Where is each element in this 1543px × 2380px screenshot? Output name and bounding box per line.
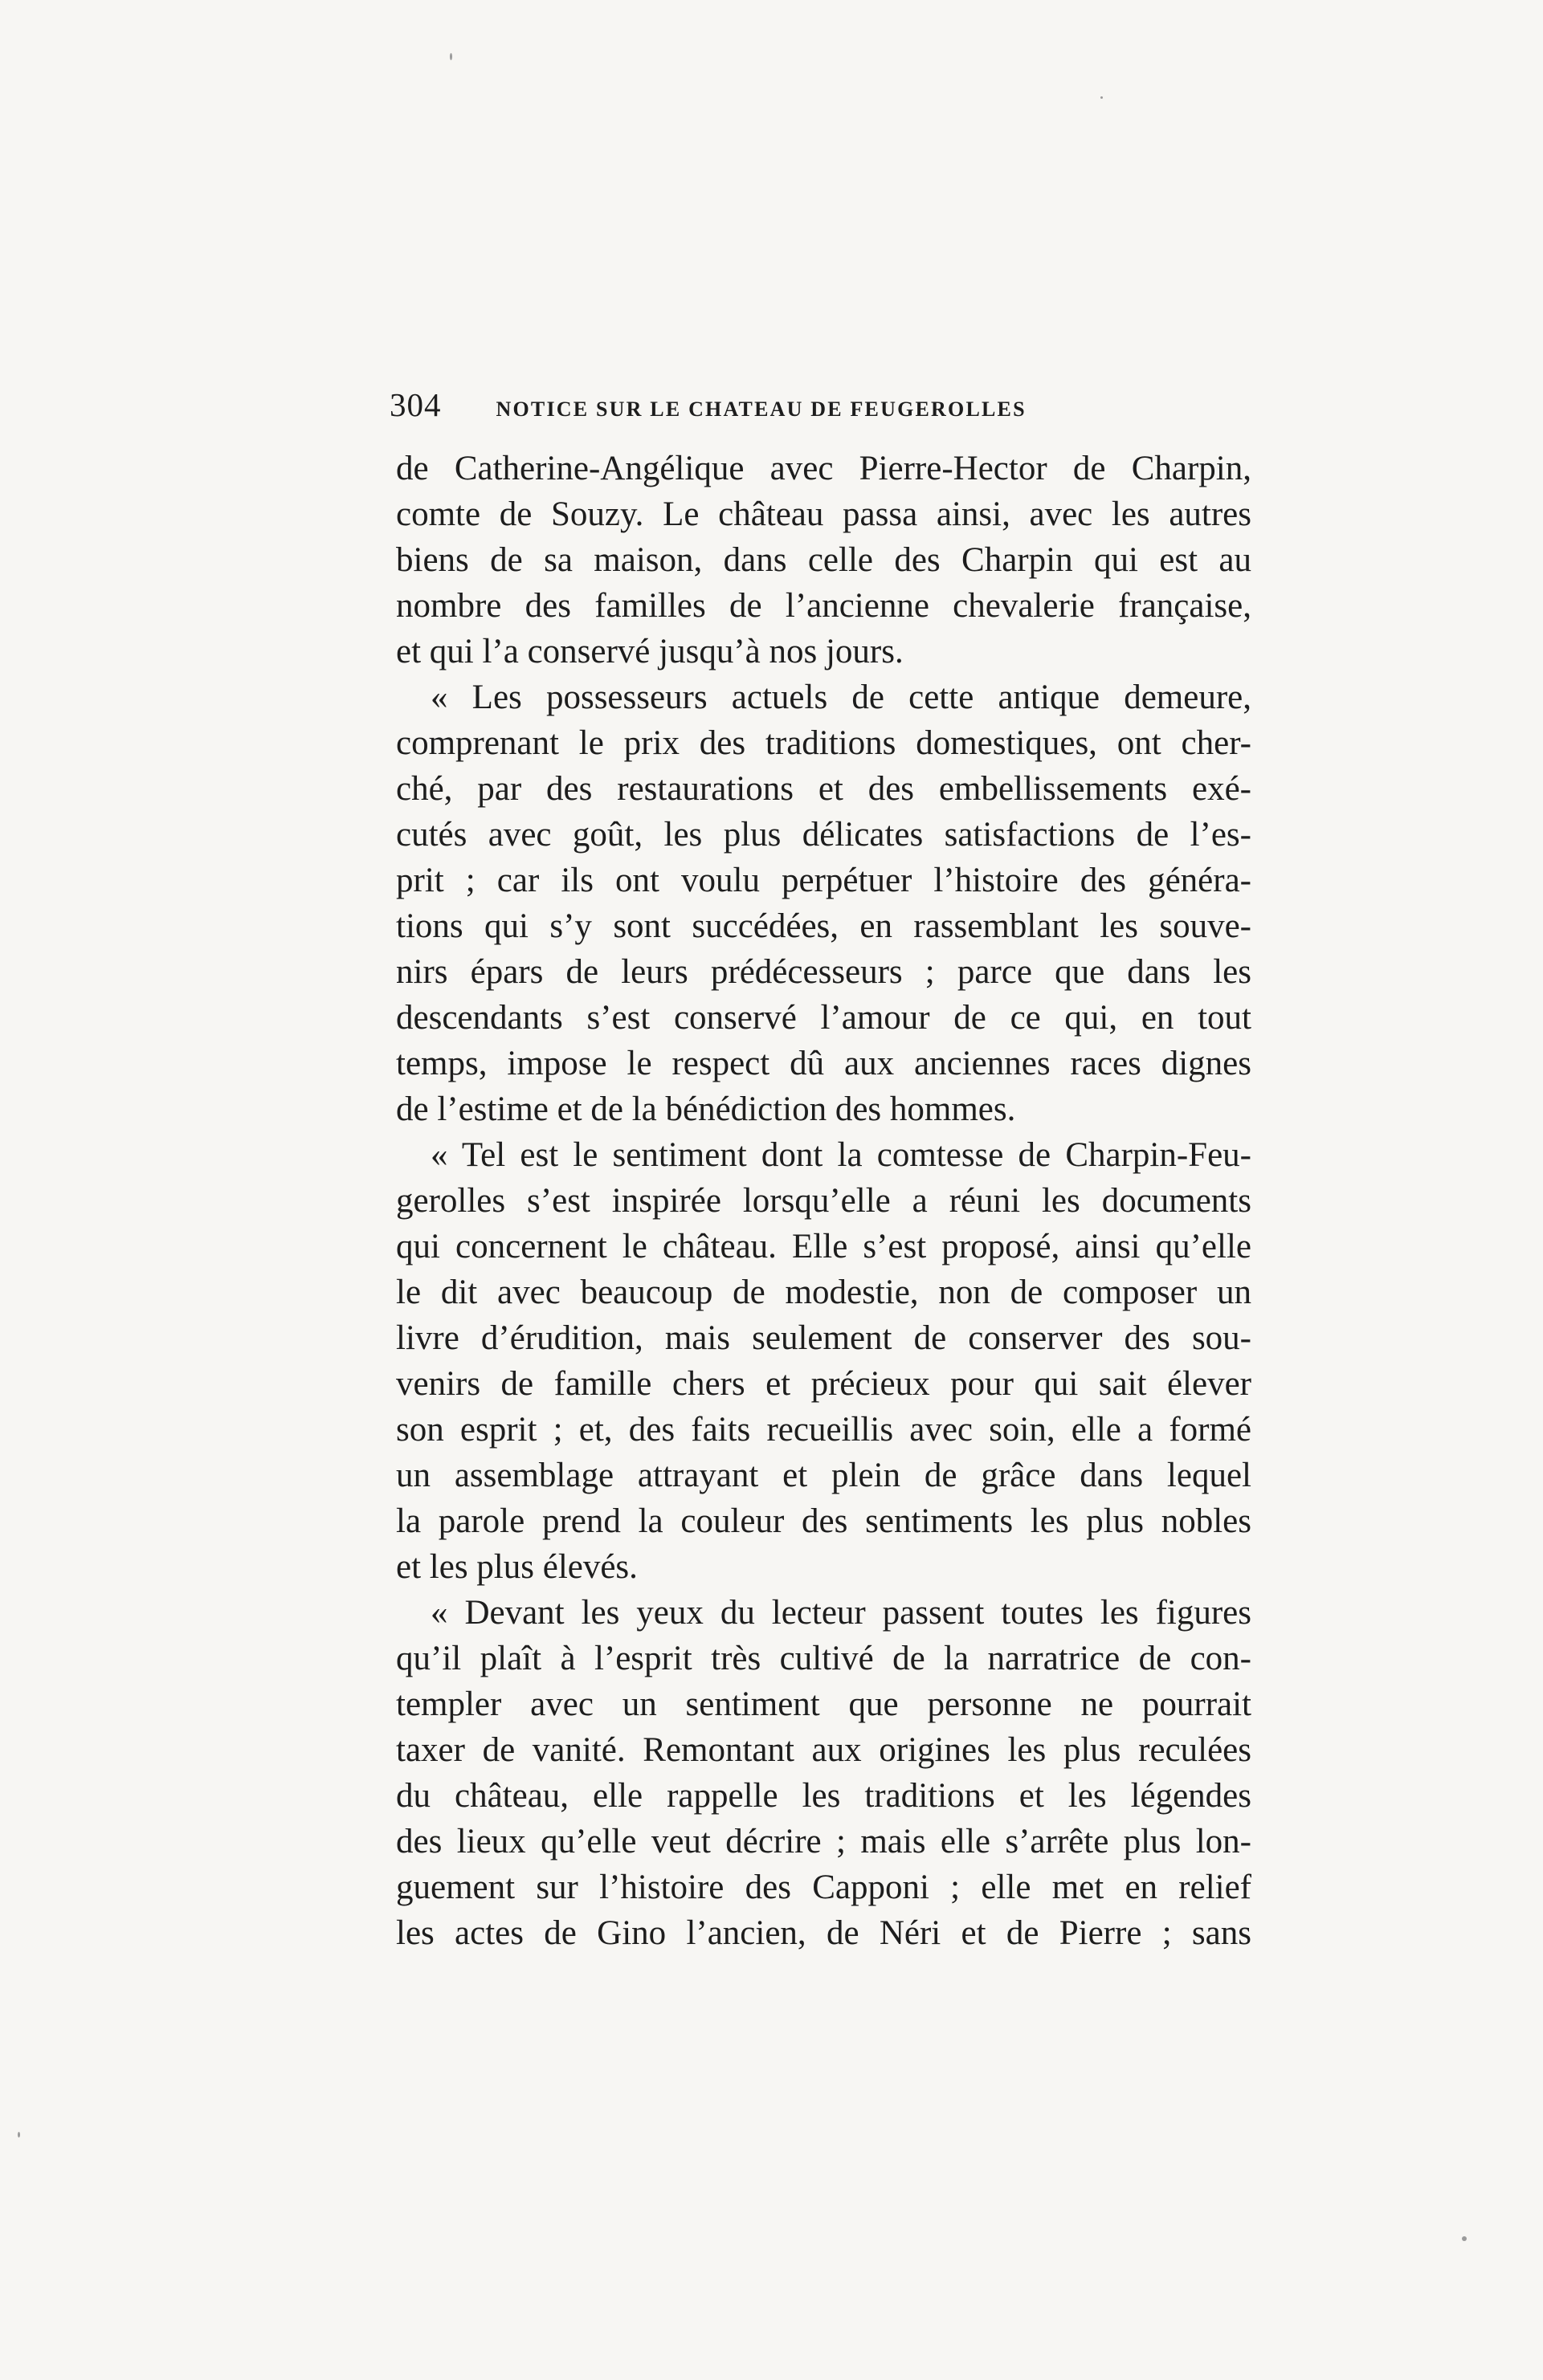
paper-speck [1462, 2236, 1467, 2241]
text-line: descendants s’est conservé l’amour de ce qui, en tout [396, 999, 1251, 1037]
page-header [390, 385, 1261, 434]
paper-speck [1100, 96, 1103, 99]
text-line: la parole prend la couleur des sentiments les plus nobles [396, 1502, 1251, 1540]
text-line: biens de sa maison, dans celle des Charpin qui est au [396, 541, 1251, 579]
paragraph-start-line: « Tel est le sentiment dont la comtesse de Charpin-Feu- [431, 1136, 1251, 1174]
text-line: gerolles s’est inspirée lorsqu’elle a réuni les documents [396, 1182, 1251, 1220]
running-title: NOTICE SUR LE CHATEAU DE FEUGEROLLES [496, 397, 1027, 421]
text-line: temps, impose le respect dû aux anciennes races dignes [396, 1045, 1251, 1082]
text-line: du château, elle rappelle les traditions et les légendes [396, 1777, 1251, 1815]
text-line: des lieux qu’elle veut décrire ; mais elle s’arrête plus lon- [396, 1823, 1251, 1860]
paper-speck [18, 2132, 20, 2138]
text-line: les actes de Gino l’ancien, de Néri et de Pierre ; sans [396, 1914, 1251, 1952]
text-line: de Catherine-Angélique avec Pierre-Hector de Charpin, [396, 450, 1251, 487]
text-line: qui concernent le château. Elle s’est proposé, ainsi qu’elle [396, 1228, 1251, 1265]
paragraph-start-line: « Devant les yeux du lecteur passent toutes les figures [431, 1594, 1251, 1632]
text-line: et qui l’a conservé jusqu’à nos jours. [396, 633, 904, 670]
paper-speck [450, 53, 452, 60]
page-number: 304 [390, 386, 442, 423]
text-line: son esprit ; et, des faits recueillis avec soin, elle a formé [396, 1411, 1251, 1449]
text-line: et les plus élevés. [396, 1548, 638, 1586]
text-line: taxer de vanité. Remontant aux origines les plus reculées [396, 1731, 1251, 1769]
text-line: comprenant le prix des traditions domestiques, ont cher- [396, 724, 1251, 762]
paragraph-start-line: « Les possesseurs actuels de cette antique demeure, [431, 679, 1251, 716]
text-line: de l’estime et de la bénédiction des hommes. [396, 1090, 1016, 1128]
text-line: guement sur l’histoire des Capponi ; elle met en relief [396, 1869, 1251, 1906]
text-line: tions qui s’y sont succédées, en rassemblant les souve- [396, 907, 1251, 945]
text-line: nombre des familles de l’ancienne chevalerie française, [396, 587, 1251, 625]
text-line: comte de Souzy. Le château passa ainsi, avec les autres [396, 495, 1251, 533]
text-line: prit ; car ils ont voulu perpétuer l’histoire des généra- [396, 862, 1251, 899]
text-line: ché, par des restaurations et des embellissements exé- [396, 770, 1251, 808]
text-line: cutés avec goût, les plus délicates satisfactions de l’es- [396, 816, 1251, 854]
text-line: le dit avec beaucoup de modestie, non de composer un [396, 1274, 1251, 1311]
text-line: templer avec un sentiment que personne ne pourrait [396, 1685, 1251, 1723]
text-line: venirs de famille chers et précieux pour qui sait élever [396, 1365, 1251, 1403]
body-text [396, 446, 1251, 1956]
text-line: nirs épars de leurs prédécesseurs ; parce que dans les [396, 953, 1251, 991]
text-line: livre d’érudition, mais seulement de conserver des sou- [396, 1319, 1251, 1357]
text-line: un assemblage attrayant et plein de grâce dans lequel [396, 1457, 1251, 1494]
text-line: qu’il plaît à l’esprit très cultivé de la narratrice de con- [396, 1640, 1251, 1677]
